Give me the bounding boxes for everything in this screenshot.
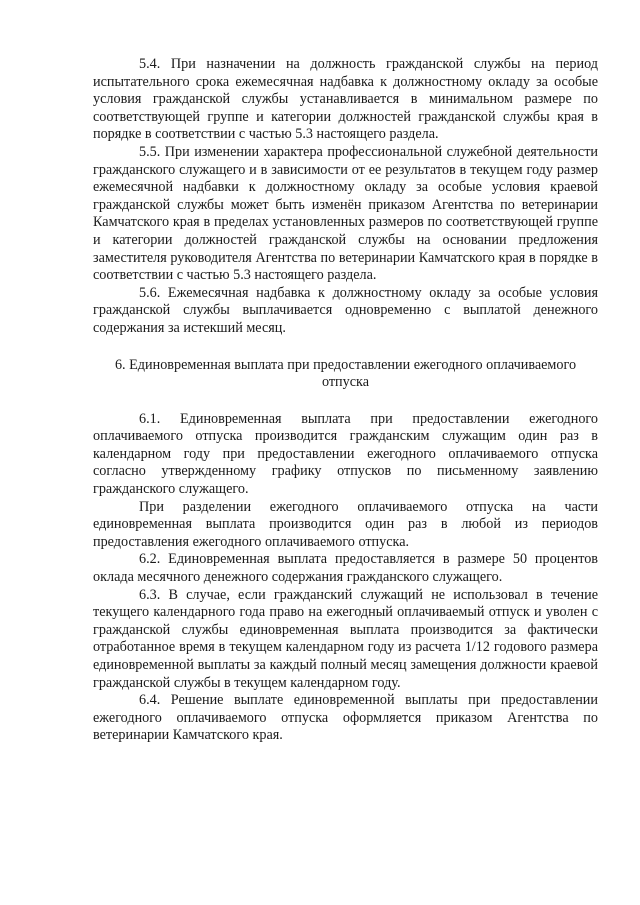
section-6-heading: 6. Единовременная выплата при предоставлении ежегодного оплачиваемого отпуска — [114, 356, 577, 391]
paragraph-6-2: 6.2. Единовременная выплата предоставляется в размере 50 процентов оклада месячного денежного содержания гражданского служащего. — [93, 551, 598, 586]
spacer — [93, 338, 598, 357]
spacer — [93, 392, 598, 411]
document-page — [93, 56, 598, 745]
paragraph-5-6: 5.6. Ежемесячная надбавка к должностному окладу за особые условия гражданской службы выплачивается одновременно с выплатой денежного содержания за истекший месяц. — [93, 284, 598, 336]
paragraph-6-4: 6.4. Решение выплате единовременной выплаты при предоставлении ежегодного оплачиваемого отпуска оформляется приказом Агентства по ветеринарии Камчатского края. — [93, 692, 598, 744]
paragraph-6-1-continued: При разделении ежегодного оплачиваемого отпуска на части единовременная выплата производится один раз в любой из периодов предоставления ежегодного оплачиваемого отпуска. — [93, 498, 598, 550]
paragraph-6-3: 6.3. В случае, если гражданский служащий не использовал в течение текущего календарного года право на ежегодный оплачиваемый отпуск и уволен с гражданской службы единовременная выплата производится за фактически отработанное время в текущем календарном году из расчета 1/12 годового размера единовременной выплаты за каждый полный месяц замещения должности краевой гражданской службы в текущем календарном году. — [93, 586, 598, 691]
paragraph-5-4: 5.4. При назначении на должность гражданской службы на период испытательного срока ежемесячная надбавка к должностному окладу за особые условия гражданской службы устанавливается в минимальном размере по соответствующей группе и категории должностей гражданской службы края в порядке в соответствии с частью 5.3 настоящего раздела. — [93, 56, 598, 143]
paragraph-5-5: 5.5. При изменении характера профессиональной служебной деятельности гражданского служащего и в зависимости от ее результатов в текущем году размер ежемесячной надбавки к должностному окладу за особые условия краевой гражданской службы может быть изменён приказом Агентства по ветеринарии Камчатского края в пределах установленных размеров по соответствующей группе и категории должностей гражданской службы на основании предложения заместителя руководителя Агентства по ветеринарии Камчатского края в порядке в соответствии с частью 5.3 настоящего раздела. — [93, 143, 598, 284]
paragraph-6-1: 6.1. Единовременная выплата при предоставлении ежегодного оплачиваемого отпуска производится гражданским служащим один раз в календарном году при предоставлении ежегодного оплачиваемого отпуска согласно утвержденному графику отпусков по письменному заявлению гражданского служащего. — [93, 410, 598, 498]
